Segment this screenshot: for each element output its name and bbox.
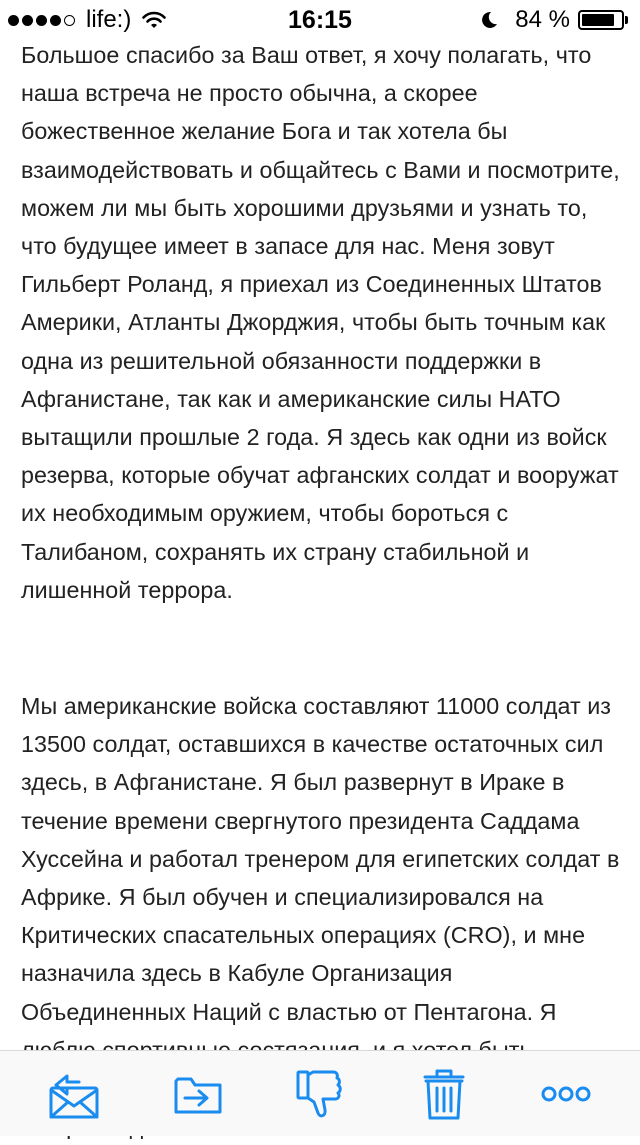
thumbs-down-icon bbox=[293, 1066, 347, 1122]
message-body bbox=[21, 36, 621, 1050]
trash-icon bbox=[419, 1066, 469, 1122]
message-paragraph: Мы американские войска составляют 11000 солдат из 13500 солдат, оставшихся в качестве остаточных сил здесь, в Афганистане. Я был развернут в Ираке в течение времени свергнутого президента Саддама Хуссейна и работал тренером для египетских солдат в Африке. Я был обучен и специализировался на Критических спасательных операциях (CRO), и мне назначила здесь в Кабуле Организация Объединенных Наций с властью от Пентагона. Я bbox=[21, 693, 620, 1025]
reply-icon bbox=[46, 1068, 102, 1120]
move-folder-icon bbox=[171, 1072, 225, 1116]
battery-percent: 84 % bbox=[515, 6, 570, 33]
clock: 16:15 bbox=[288, 6, 352, 34]
reply-button[interactable] bbox=[44, 1064, 104, 1124]
status-bar bbox=[0, 0, 640, 40]
more-icon bbox=[540, 1084, 592, 1104]
move-to-folder-button[interactable] bbox=[168, 1064, 228, 1124]
more-button[interactable] bbox=[536, 1064, 596, 1124]
delete-button[interactable] bbox=[414, 1064, 474, 1124]
message-paragraph: Большое спасибо за Ваш ответ, я хочу полагать, что наша встреча не просто обычна, а скорее божественное желание Бога и так хотела бы взаимодействовать и общайтесь с Вами и посмотрите, можем ли мы быть хорошими друзьями и узнать то, что будущее имеет в запасе для нас. Меня зовут Гильберт Роланд, я приехал из Соединенных Штатов Америки, Атланты Джорджия, чтобы быть точным как одна из решительной обязанности поддержки в Афганистане, так как и американские силы НАТО вытащили прошлые 2 года. Я здесь как одни из войск резерва, которые обучат афганских солдат и вооружат их необходимым оружием, чтобы бороться с Талибаном, сохранять их страну стабильной и лишенной террора. bbox=[21, 42, 620, 603]
carrier-name: life:) bbox=[86, 6, 132, 33]
battery-nub bbox=[625, 16, 628, 24]
paragraph-gap bbox=[21, 609, 621, 687]
moon-icon bbox=[479, 10, 499, 30]
spam-button[interactable] bbox=[290, 1064, 350, 1124]
battery-fill bbox=[582, 14, 614, 26]
battery-icon bbox=[578, 10, 624, 30]
status-right bbox=[479, 6, 628, 34]
bottom-toolbar bbox=[0, 1050, 640, 1136]
